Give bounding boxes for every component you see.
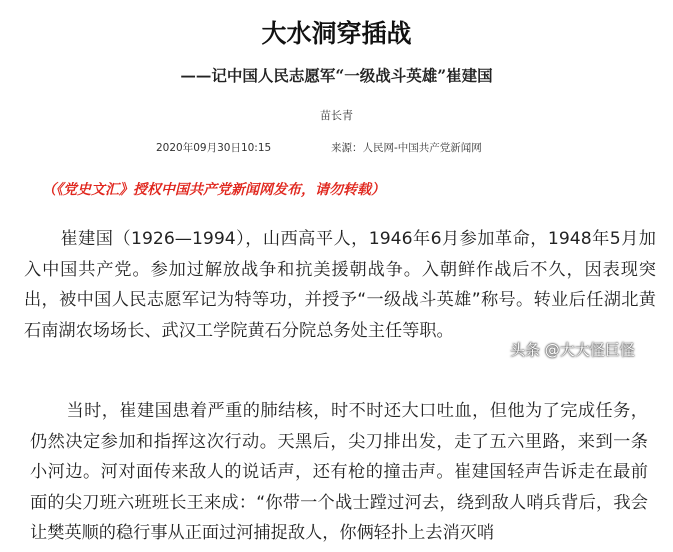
paragraph-2-text: 当时，崔建国患着严重的肺结核，时不时还大口吐血，但他为了完成任务，仍然决定参加和指挥这次行动。天黑后，尖刀排出发，走了五六里路，来到一条小河边。河对面传来敌人的说话声，还有枪的撞击声。崔建国轻声告诉走在最前面的尖刀班六班班长王来成：“你带一个战士蹚过河去，绕到敌人哨兵背后，我会让樊英顺的稳行事从正面过河捕捉敌人，你俩轻扑上去消灭哨 xyxy=(30,401,648,543)
article-subtitle: ——记中国人民志愿军“一级战斗英雄”崔建国 xyxy=(180,66,493,85)
article-title: 大水洞穿插战 xyxy=(261,19,412,48)
watermark: 头条 @大大怪巨怪 xyxy=(510,341,635,359)
publish-date: 2020年09月30日10:15 xyxy=(156,142,272,154)
article-author: 苗长青 xyxy=(320,109,353,122)
paragraph-2 xyxy=(30,396,648,549)
paragraph-1-text: 崔建国（1926—1994），山西高平人，1946年6月参加革命，1948年5月加入中国共产党。参加过解放战争和抗美援朝战争。入朝鲜作战后不久，因表现突出，被中国人民志愿军记为特等功，并授予“一级战斗英雄”称号。转业后任湖北黄石南湖农场场长、武汉工学院黄石分院总务处主任等职。 xyxy=(24,229,656,341)
article-source: 来源：人民网-中国共产党新闻网 xyxy=(331,142,482,154)
paragraph-1 xyxy=(24,224,656,346)
copyright-notice: （《党史文汇》授权中国共产党新闻网发布，请勿转载） xyxy=(42,182,385,198)
